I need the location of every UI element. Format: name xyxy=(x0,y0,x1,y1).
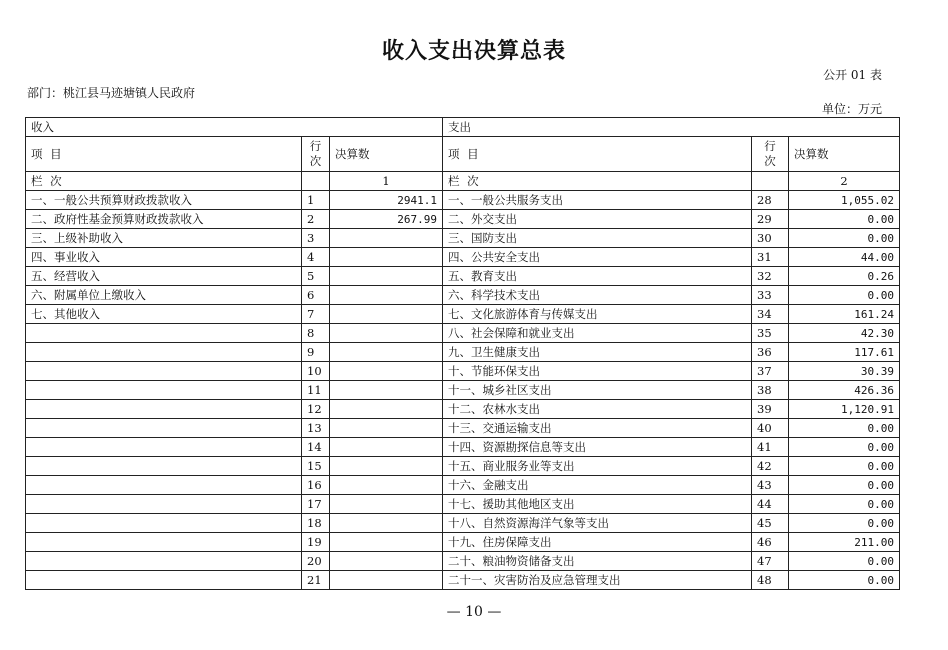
income-item-cell xyxy=(26,381,302,400)
income-line-cell: 10 xyxy=(302,362,330,381)
income-amount-cell xyxy=(330,438,443,457)
income-amount-cell xyxy=(330,229,443,248)
income-item-cell xyxy=(26,419,302,438)
expense-amount-cell: 426.36 xyxy=(789,381,900,400)
income-amount-cell xyxy=(330,324,443,343)
expense-amount-cell: 0.00 xyxy=(789,210,900,229)
income-line-col-header: 行 次 xyxy=(302,137,330,172)
expense-line-cell: 38 xyxy=(752,381,789,400)
expense-line-cell: 37 xyxy=(752,362,789,381)
income-amount-cell: 2941.1 xyxy=(330,191,443,210)
income-line-cell: 3 xyxy=(302,229,330,248)
table-row xyxy=(26,267,900,286)
expense-line-cell: 30 xyxy=(752,229,789,248)
income-item-cell xyxy=(26,476,302,495)
expense-item-cell: 八、社会保障和就业支出 xyxy=(443,324,752,343)
income-line-cell: 18 xyxy=(302,514,330,533)
income-line-cell: 5 xyxy=(302,267,330,286)
expense-item-cell: 二、外交支出 xyxy=(443,210,752,229)
table-row xyxy=(26,533,900,552)
income-item-cell xyxy=(26,514,302,533)
table-row xyxy=(26,476,900,495)
table-row xyxy=(26,495,900,514)
column-header-row xyxy=(26,137,900,172)
income-line-cell: 2 xyxy=(302,210,330,229)
expense-item-cell: 十二、农林水支出 xyxy=(443,400,752,419)
expense-amount-cell: 211.00 xyxy=(789,533,900,552)
expense-item-cell: 十、节能环保支出 xyxy=(443,362,752,381)
income-amount-cell xyxy=(330,362,443,381)
unit-label: 单位：万元 xyxy=(821,102,882,116)
income-amount-cell xyxy=(330,286,443,305)
table-row xyxy=(26,381,900,400)
income-item-cell xyxy=(26,362,302,381)
expense-item-cell: 五、教育支出 xyxy=(443,267,752,286)
income-line-cell: 15 xyxy=(302,457,330,476)
table-row xyxy=(26,552,900,571)
table-row xyxy=(26,343,900,362)
expense-line-cell: 44 xyxy=(752,495,789,514)
income-item-cell xyxy=(26,324,302,343)
expense-item-cell: 四、公共安全支出 xyxy=(443,248,752,267)
income-line-cell: 4 xyxy=(302,248,330,267)
expense-item-cell: 十四、资源勘探信息等支出 xyxy=(443,438,752,457)
income-item-cell: 五、经营收入 xyxy=(26,267,302,286)
table-row xyxy=(26,571,900,590)
expense-item-cell: 一、一般公共服务支出 xyxy=(443,191,752,210)
income-amount-cell xyxy=(330,533,443,552)
table-row xyxy=(26,210,900,229)
expense-amount-cell: 30.39 xyxy=(789,362,900,381)
table-row xyxy=(26,438,900,457)
income-amount-cell xyxy=(330,381,443,400)
expense-item-cell: 十一、城乡社区支出 xyxy=(443,381,752,400)
income-item-cell: 三、上级补助收入 xyxy=(26,229,302,248)
expense-amount-cell: 0.00 xyxy=(789,476,900,495)
form-code: 公开 01 表 xyxy=(823,68,882,82)
expense-item-cell: 十九、住房保障支出 xyxy=(443,533,752,552)
expense-item-cell: 三、国防支出 xyxy=(443,229,752,248)
expense-line-cell: 36 xyxy=(752,343,789,362)
expense-item-cell: 七、文化旅游体育与传媒支出 xyxy=(443,305,752,324)
expense-line-cell: 42 xyxy=(752,457,789,476)
table-row xyxy=(26,286,900,305)
expense-amount-cell: 42.30 xyxy=(789,324,900,343)
expense-line-cell: 46 xyxy=(752,533,789,552)
expense-amount-cell: 0.00 xyxy=(789,438,900,457)
income-line-cell: 17 xyxy=(302,495,330,514)
table-row xyxy=(26,362,900,381)
expense-amount-cell: 0.00 xyxy=(789,457,900,476)
page-number: — 10 — xyxy=(446,604,502,620)
expense-amount-cell: 1,055.02 xyxy=(789,191,900,210)
income-amount-cell xyxy=(330,476,443,495)
income-line-cell: 21 xyxy=(302,571,330,590)
income-line-cell: 20 xyxy=(302,552,330,571)
income-index-blank xyxy=(302,172,330,191)
expense-amount-cell: 1,120.91 xyxy=(789,400,900,419)
income-item-cell xyxy=(26,495,302,514)
expense-line-cell: 43 xyxy=(752,476,789,495)
expense-amount-col-header: 决算数 xyxy=(789,137,900,172)
budget-summary-table xyxy=(25,117,900,590)
table-row xyxy=(26,305,900,324)
expense-item-cell: 十三、交通运输支出 xyxy=(443,419,752,438)
expense-line-cell: 31 xyxy=(752,248,789,267)
expense-amount-cell: 0.00 xyxy=(789,286,900,305)
income-amount-cell xyxy=(330,267,443,286)
income-line-cell: 16 xyxy=(302,476,330,495)
expense-item-cell: 十七、援助其他地区支出 xyxy=(443,495,752,514)
expense-col-number: 2 xyxy=(789,172,900,191)
income-item-cell xyxy=(26,400,302,419)
income-item-cell xyxy=(26,533,302,552)
expense-item-cell: 二十一、灾害防治及应急管理支出 xyxy=(443,571,752,590)
income-amount-col-header: 决算数 xyxy=(330,137,443,172)
expense-amount-cell: 0.00 xyxy=(789,552,900,571)
income-item-cell xyxy=(26,438,302,457)
expense-line-cell: 45 xyxy=(752,514,789,533)
expense-line-cell: 35 xyxy=(752,324,789,343)
expense-item-col-header: 项 目 xyxy=(443,137,752,172)
income-item-cell: 一、一般公共预算财政拨款收入 xyxy=(26,191,302,210)
income-line-cell: 13 xyxy=(302,419,330,438)
income-amount-cell: 267.99 xyxy=(330,210,443,229)
income-line-cell: 9 xyxy=(302,343,330,362)
income-col-number: 1 xyxy=(330,172,443,191)
income-item-cell xyxy=(26,571,302,590)
income-item-col-header: 项 目 xyxy=(26,137,302,172)
expense-item-cell: 十八、自然资源海洋气象等支出 xyxy=(443,514,752,533)
expense-amount-cell: 0.26 xyxy=(789,267,900,286)
expense-amount-cell: 161.24 xyxy=(789,305,900,324)
expense-line-cell: 47 xyxy=(752,552,789,571)
expense-amount-cell: 0.00 xyxy=(789,571,900,590)
income-item-cell xyxy=(26,552,302,571)
expense-line-cell: 48 xyxy=(752,571,789,590)
income-amount-cell xyxy=(330,571,443,590)
income-item-cell: 四、事业收入 xyxy=(26,248,302,267)
page-title: 收入支出决算总表 xyxy=(381,38,566,64)
section-header-row xyxy=(26,118,900,137)
income-line-cell: 6 xyxy=(302,286,330,305)
expense-line-cell: 33 xyxy=(752,286,789,305)
expense-index-label: 栏 次 xyxy=(443,172,752,191)
expense-line-col-header: 行 次 xyxy=(752,137,789,172)
income-line-cell: 19 xyxy=(302,533,330,552)
income-line-cell: 7 xyxy=(302,305,330,324)
income-item-cell: 六、附属单位上缴收入 xyxy=(26,286,302,305)
income-amount-cell xyxy=(330,343,443,362)
income-amount-cell xyxy=(330,457,443,476)
expense-index-blank xyxy=(752,172,789,191)
expense-amount-cell: 0.00 xyxy=(789,229,900,248)
income-item-cell: 七、其他收入 xyxy=(26,305,302,324)
income-amount-cell xyxy=(330,248,443,267)
expense-item-cell: 六、科学技术支出 xyxy=(443,286,752,305)
expense-item-cell: 十五、商业服务业等支出 xyxy=(443,457,752,476)
income-line-cell: 12 xyxy=(302,400,330,419)
expense-amount-cell: 0.00 xyxy=(789,419,900,438)
expense-line-cell: 34 xyxy=(752,305,789,324)
income-item-cell xyxy=(26,343,302,362)
expense-section-header: 支出 xyxy=(443,118,900,137)
income-amount-cell xyxy=(330,400,443,419)
income-line-cell: 11 xyxy=(302,381,330,400)
expense-line-cell: 32 xyxy=(752,267,789,286)
income-amount-cell xyxy=(330,305,443,324)
expense-line-cell: 40 xyxy=(752,419,789,438)
expense-line-cell: 29 xyxy=(752,210,789,229)
department-label: 部门：桃江县马迹塘镇人民政府 xyxy=(27,86,196,100)
income-amount-cell xyxy=(330,419,443,438)
expense-item-cell: 九、卫生健康支出 xyxy=(443,343,752,362)
expense-amount-cell: 117.61 xyxy=(789,343,900,362)
income-line-cell: 1 xyxy=(302,191,330,210)
table-row xyxy=(26,248,900,267)
expense-line-cell: 39 xyxy=(752,400,789,419)
table-row xyxy=(26,229,900,248)
income-item-cell xyxy=(26,457,302,476)
income-amount-cell xyxy=(330,552,443,571)
expense-item-cell: 十六、金融支出 xyxy=(443,476,752,495)
table-row xyxy=(26,191,900,210)
income-line-cell: 8 xyxy=(302,324,330,343)
income-item-cell: 二、政府性基金预算财政拨款收入 xyxy=(26,210,302,229)
income-line-cell: 14 xyxy=(302,438,330,457)
expense-line-cell: 28 xyxy=(752,191,789,210)
table-row xyxy=(26,457,900,476)
expense-line-cell: 41 xyxy=(752,438,789,457)
income-section-header: 收入 xyxy=(26,118,443,137)
income-index-label: 栏 次 xyxy=(26,172,302,191)
table-row xyxy=(26,514,900,533)
table-row xyxy=(26,324,900,343)
table-row xyxy=(26,400,900,419)
income-amount-cell xyxy=(330,514,443,533)
expense-amount-cell: 0.00 xyxy=(789,495,900,514)
expense-amount-cell: 44.00 xyxy=(789,248,900,267)
column-index-row xyxy=(26,172,900,191)
income-amount-cell xyxy=(330,495,443,514)
expense-item-cell: 二十、粮油物资储备支出 xyxy=(443,552,752,571)
expense-amount-cell: 0.00 xyxy=(789,514,900,533)
table-row xyxy=(26,419,900,438)
